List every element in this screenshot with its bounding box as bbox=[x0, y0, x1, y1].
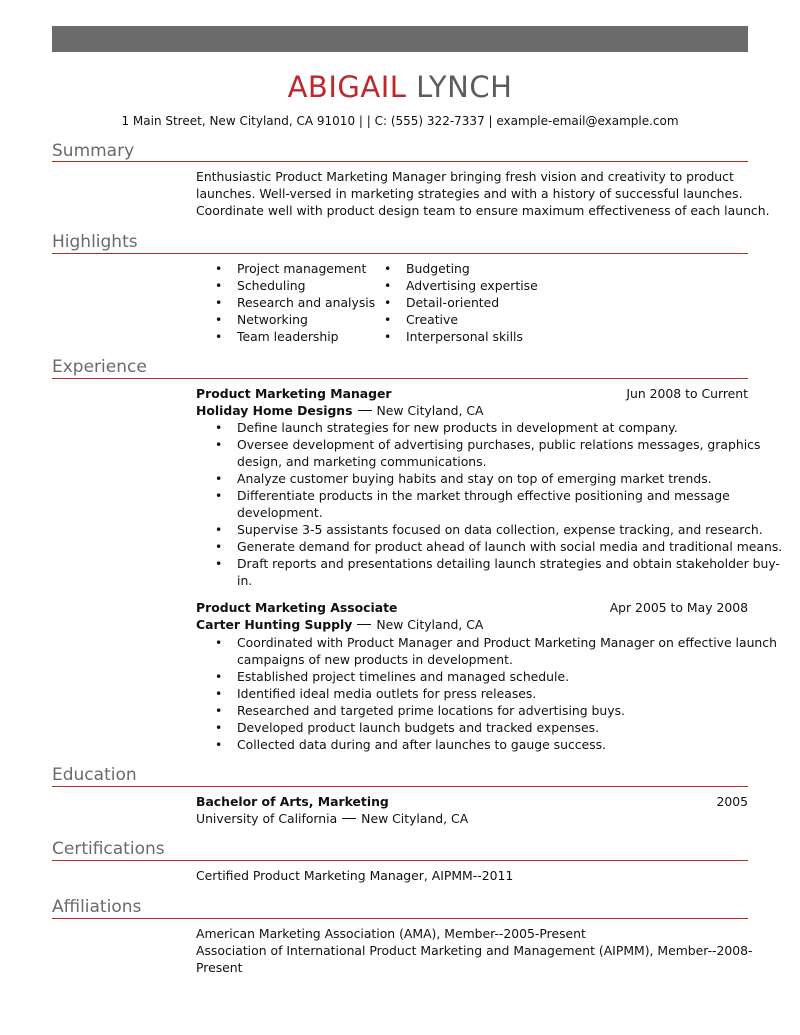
bullet-icon: • bbox=[215, 312, 223, 327]
list-item-continuation: development. bbox=[237, 505, 323, 520]
bullet-icon: • bbox=[215, 686, 223, 701]
bullet-icon: • bbox=[215, 420, 223, 435]
job-company-line bbox=[196, 402, 484, 419]
affiliations-divider bbox=[52, 918, 748, 919]
list-item: • Team leadership bbox=[215, 329, 339, 344]
company-location: New Cityland, CA bbox=[376, 403, 484, 418]
list-item: • Differentiate products in the market through effective positioning and message bbox=[215, 488, 730, 503]
first-name: ABIGAIL bbox=[287, 70, 407, 104]
experience-heading: Experience bbox=[52, 357, 147, 377]
list-item: • Established project timelines and managed schedule. bbox=[215, 669, 570, 684]
certification-item: Certified Product Marketing Manager, AIPMM--2011 bbox=[196, 868, 514, 883]
list-item: • Identified ideal media outlets for press releases. bbox=[215, 686, 537, 701]
list-item: • Advertising expertise bbox=[384, 278, 538, 293]
list-item: • Draft reports and presentations detailing launch strategies and obtain stakeholder buy- bbox=[215, 556, 780, 571]
dash-separator bbox=[358, 410, 372, 411]
company-location: New Cityland, CA bbox=[376, 617, 484, 632]
bullet-icon: • bbox=[384, 278, 392, 293]
certifications-divider bbox=[52, 860, 748, 861]
bullet-icon: • bbox=[215, 261, 223, 276]
dash-separator bbox=[357, 624, 371, 625]
highlights-heading: Highlights bbox=[52, 232, 138, 252]
bullet-icon: • bbox=[215, 295, 223, 310]
job-title: Product Marketing Associate bbox=[196, 600, 398, 615]
list-item-continuation: design, and marketing communications. bbox=[237, 454, 487, 469]
bullet-icon: • bbox=[384, 312, 392, 327]
summary-line: Enthusiastic Product Marketing Manager bringing fresh vision and creativity to product bbox=[196, 169, 734, 184]
list-item: • Research and analysis bbox=[215, 295, 376, 310]
list-item: • Oversee development of advertising purchases, public relations messages, graphics bbox=[215, 437, 761, 452]
certifications-heading: Certifications bbox=[52, 839, 165, 859]
bullet-icon: • bbox=[384, 329, 392, 344]
job-title: Product Marketing Manager bbox=[196, 386, 392, 401]
school-location: New Cityland, CA bbox=[361, 811, 469, 826]
affiliations-heading: Affiliations bbox=[52, 897, 142, 917]
summary-heading: Summary bbox=[52, 141, 135, 161]
list-item-continuation: campaigns of new products in development. bbox=[237, 652, 513, 667]
school-line bbox=[196, 810, 468, 827]
list-item: • Project management bbox=[215, 261, 367, 276]
school-name: University of California bbox=[196, 811, 338, 826]
experience-divider bbox=[52, 378, 748, 379]
candidate-name bbox=[0, 70, 800, 104]
highlights-right-list bbox=[384, 260, 538, 345]
list-item: • Networking bbox=[215, 312, 308, 327]
list-item: • Developed product launch budgets and tracked expenses. bbox=[215, 720, 600, 735]
bullet-icon: • bbox=[215, 556, 223, 571]
bullet-icon: • bbox=[215, 703, 223, 718]
bullet-icon: • bbox=[215, 635, 223, 650]
list-item: • Coordinated with Product Manager and Product Marketing Manager on effective launch bbox=[215, 635, 777, 650]
bullet-icon: • bbox=[215, 471, 223, 486]
summary-line: Coordinate well with product design team to ensure maximum effectiveness of each launch. bbox=[196, 203, 770, 218]
list-item: • Researched and targeted prime locations for advertising buys. bbox=[215, 703, 625, 718]
graduation-year: 2005 bbox=[716, 794, 748, 809]
dash-separator bbox=[342, 818, 356, 819]
list-item: • Detail-oriented bbox=[384, 295, 500, 310]
bullet-icon: • bbox=[215, 437, 223, 452]
bullet-icon: • bbox=[215, 539, 223, 554]
summary-divider bbox=[52, 161, 748, 162]
education-heading: Education bbox=[52, 765, 137, 785]
header-bar bbox=[52, 26, 748, 52]
list-item: • Supervise 3-5 assistants focused on data collection, expense tracking, and research. bbox=[215, 522, 763, 537]
list-item: • Interpersonal skills bbox=[384, 329, 523, 344]
company-name: Holiday Home Designs bbox=[196, 403, 353, 418]
list-item: • Scheduling bbox=[215, 278, 306, 293]
job-duties-list bbox=[215, 419, 782, 589]
summary-line: launches. Well-versed in marketing strategies and with a history of successful launches. bbox=[196, 186, 743, 201]
affiliation-line: American Marketing Association (AMA), Member--2005-Present bbox=[196, 926, 586, 941]
contact-line: 1 Main Street, New Cityland, CA 91010 | | C: (555) 322-7337 | example-email@example.com bbox=[121, 114, 679, 128]
list-item: • Analyze customer buying habits and stay on top of emerging market trends. bbox=[215, 471, 712, 486]
bullet-icon: • bbox=[215, 278, 223, 293]
bullet-icon: • bbox=[215, 488, 223, 503]
list-item: • Generate demand for product ahead of launch with social media and traditional means. bbox=[215, 539, 783, 554]
bullet-icon: • bbox=[215, 329, 223, 344]
job-company-line bbox=[196, 616, 483, 633]
bullet-icon: • bbox=[215, 522, 223, 537]
highlights-left-list bbox=[215, 260, 375, 345]
list-item-continuation: in. bbox=[237, 573, 253, 588]
affiliation-line: Present bbox=[196, 960, 243, 975]
list-item: • Budgeting bbox=[384, 261, 470, 276]
last-name: LYNCH bbox=[416, 70, 513, 104]
list-item: • Define launch strategies for new products in development at company. bbox=[215, 420, 678, 435]
job-dates: Jun 2008 to Current bbox=[626, 386, 748, 401]
bullet-icon: • bbox=[384, 261, 392, 276]
education-divider bbox=[52, 786, 748, 787]
highlights-divider bbox=[52, 253, 748, 254]
list-item: • Creative bbox=[384, 312, 458, 327]
degree: Bachelor of Arts, Marketing bbox=[196, 794, 389, 809]
bullet-icon: • bbox=[215, 737, 223, 752]
bullet-icon: • bbox=[215, 720, 223, 735]
affiliation-line: Association of International Product Marketing and Management (AIPMM), Member--2008- bbox=[196, 943, 753, 958]
list-item: • Collected data during and after launches to gauge success. bbox=[215, 737, 607, 752]
job-dates: Apr 2005 to May 2008 bbox=[609, 600, 748, 615]
bullet-icon: • bbox=[215, 669, 223, 684]
bullet-icon: • bbox=[384, 295, 392, 310]
job-duties-list bbox=[215, 634, 777, 753]
company-name: Carter Hunting Supply bbox=[196, 617, 353, 632]
